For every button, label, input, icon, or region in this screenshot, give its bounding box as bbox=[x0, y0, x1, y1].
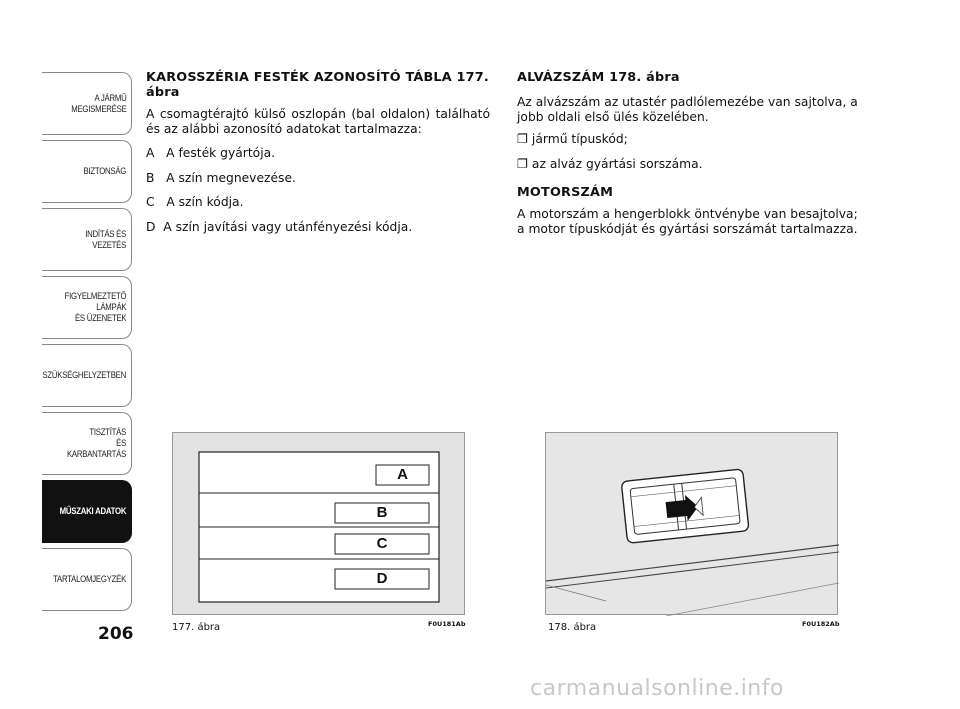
engine-text: A motorszám a hengerblokk öntvénybe van besajtolva; a motor típuskódját és gyártási sorszámát tartalmazza. bbox=[517, 207, 858, 236]
tab-tisztitas-es-karbantartas[interactable]: TISZTÍTÁS ÉS KARBANTARTÁS bbox=[42, 412, 132, 475]
label-a: A bbox=[397, 466, 408, 483]
tab-muszaki-adatok[interactable]: MŰSZAKI ADATOK bbox=[42, 480, 132, 543]
tab-inditas-es-vezetes[interactable]: INDÍTÁS ÉS VEZETÉS bbox=[42, 208, 132, 271]
figure-178-caption: 178. ábra bbox=[548, 622, 597, 633]
list-item: D A szín javítási vagy utánfényezési kódja. bbox=[146, 219, 413, 234]
right-column bbox=[517, 70, 863, 242]
figure-178 bbox=[545, 432, 838, 615]
tab-szukseghelyzetben[interactable]: SZÜKSÉGHELYZETBEN bbox=[42, 344, 132, 407]
figure-178-code: F0U182Ab bbox=[802, 620, 840, 628]
list-item: ❐ az alváz gyártási sorszáma. bbox=[517, 156, 703, 171]
page-number: 206 bbox=[98, 624, 134, 644]
chassis-heading: ALVÁZSZÁM 178. ábra bbox=[517, 70, 680, 85]
tab-a-jarmu-megismerese[interactable]: A JÁRMŰ MEGISMERÉSE bbox=[42, 72, 132, 135]
tab-figyelmezteto-lampak[interactable]: FIGYELMEZTETŐ LÁMPÁK ÉS ÜZENETEK bbox=[42, 276, 132, 339]
list-item: C A szín kódja. bbox=[146, 195, 244, 209]
figure-177-caption: 177. ábra bbox=[172, 622, 221, 633]
paint-plate-intro: A csomagtérajtó külső oszlopán (bal oldalon) található és az alábbi azonosító adatokat tartalmazza: bbox=[146, 107, 490, 136]
tab-biztonsag[interactable]: BIZTONSÁG bbox=[42, 140, 132, 203]
tab-tartalomjegyzek[interactable]: TARTALOMJEGYZÉK bbox=[42, 548, 132, 611]
watermark: carmanualsonline.info bbox=[530, 676, 784, 701]
figure-177-code: F0U181Ab bbox=[428, 620, 466, 628]
chassis-text: Az alvázszám az utastér padlólemezébe van sajtolva, a jobb oldali első ülés közelében. bbox=[517, 95, 858, 124]
paint-plate-heading: KAROSSZÉRIA FESTÉK AZONOSÍTÓ TÁBLA 177. ábra bbox=[146, 70, 489, 100]
engine-heading: MOTORSZÁM bbox=[517, 185, 614, 200]
list-item: B A szín megnevezése. bbox=[146, 170, 296, 185]
list-item: ❐ jármű típuskód; bbox=[517, 132, 628, 146]
left-column bbox=[146, 70, 490, 244]
list-item: A A festék gyártója. bbox=[146, 146, 276, 160]
label-b: B bbox=[376, 504, 388, 521]
label-d: D bbox=[376, 570, 388, 587]
figure-177 bbox=[172, 432, 465, 615]
chassis-number-illustration bbox=[546, 433, 839, 616]
label-c: C bbox=[376, 535, 388, 552]
